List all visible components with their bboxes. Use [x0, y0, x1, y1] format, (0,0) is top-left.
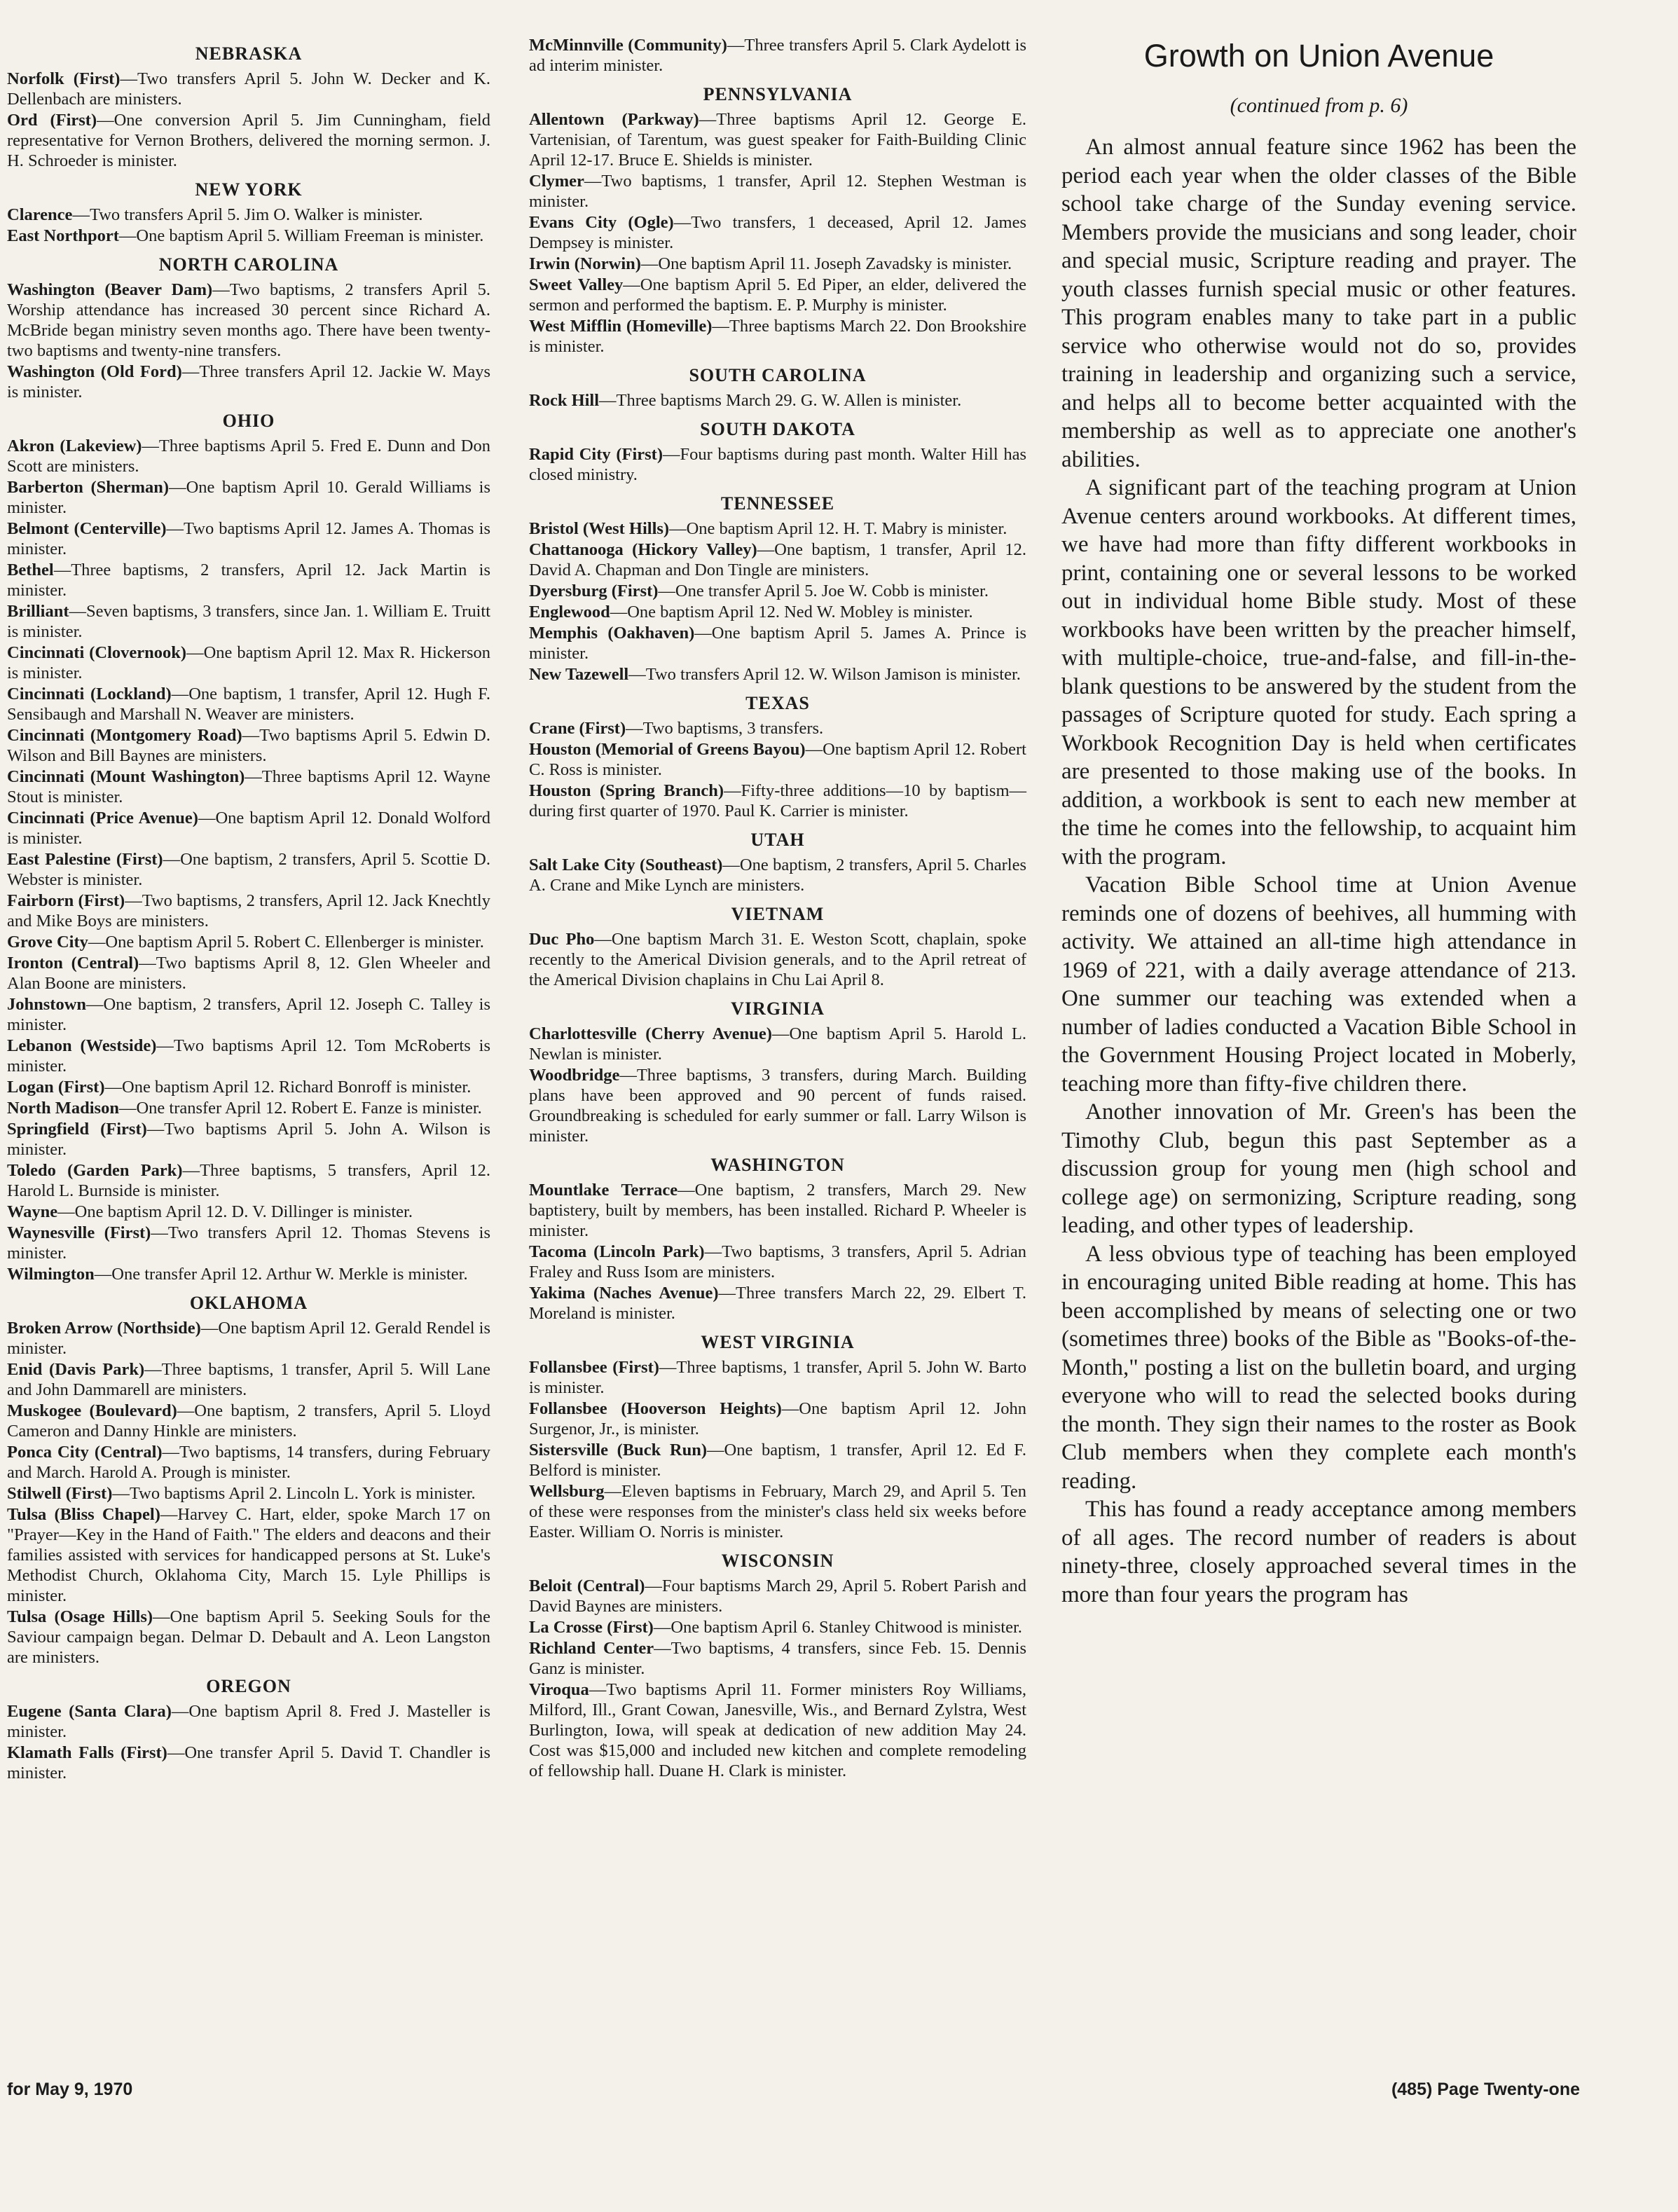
church-news-entry: [7, 69, 490, 109]
church-report: —Two transfers April 12. W. Wilson Jamison is minister.: [628, 665, 1021, 684]
church-report: —Two transfers April 12. Thomas Stevens is minister.: [7, 1223, 490, 1263]
church-report: —One baptism April 12. Donald Wolford is minister.: [7, 809, 491, 848]
church-report: —Three baptisms March 29. G. W. Allen is minister.: [599, 391, 962, 410]
church-report: —Two baptisms April 8, 12. Glen Wheeler and Alan Boone are ministers.: [7, 954, 490, 993]
church-name: Belmont (Centerville): [7, 519, 167, 538]
church-news-entry: [7, 1483, 490, 1504]
church-report: —One baptism, 1 transfer, April 12. Hugh F. Sensibaugh and Marshall N. Weaver are ministers.: [7, 685, 490, 724]
church-report: —Three baptisms April 5. Fred E. Dunn and Don Scott are ministers.: [7, 437, 490, 476]
footer-page-number: (485) Page Twenty-one: [1391, 2080, 1580, 2099]
church-news-entry: [7, 994, 490, 1035]
church-news-entry: [7, 891, 490, 931]
church-report: —Two baptisms, 3 transfers.: [626, 719, 824, 738]
church-name: Tacoma (Lincoln Park): [529, 1242, 705, 1261]
church-name: Follansbee (Hooverson Heights): [529, 1399, 782, 1418]
church-news-entry: [7, 932, 490, 952]
church-name: Rapid City (First): [529, 445, 663, 464]
church-news-entry: [529, 109, 1026, 170]
church-news-entry: [529, 1440, 1026, 1481]
church-news-entry: [7, 1359, 490, 1400]
church-name: Allentown (Parkway): [529, 110, 699, 129]
church-news-entry: [7, 205, 490, 225]
church-news-entry: [7, 1160, 490, 1201]
church-news-entry: [7, 953, 490, 994]
church-name: Englewood: [529, 603, 610, 621]
church-news-entry: [7, 1743, 490, 1783]
church-report: —Eleven baptisms in February, March 29, and April 5. Ten of these were responses from the minister's class held six weeks before Easter. William O. Norris is minister.: [529, 1482, 1026, 1541]
church-name: Clarence: [7, 205, 73, 224]
church-name: Cincinnati (Lockland): [7, 685, 172, 703]
church-news-entry: [529, 664, 1026, 685]
church-news-entry: [529, 1481, 1026, 1542]
footer-date: for May 9, 1970: [7, 2080, 133, 2099]
church-name: Sistersville (Buck Run): [529, 1441, 708, 1459]
state-heading: TEXAS: [745, 693, 810, 713]
church-report: —One baptism April 12. Max R. Hickerson is minister.: [7, 643, 491, 682]
church-name: Muskogee (Boulevard): [7, 1401, 177, 1420]
church-name: Washington (Old Ford): [7, 362, 182, 381]
church-news-entry: [529, 781, 1026, 821]
church-name: Logan (First): [7, 1078, 105, 1097]
church-name: McMinnville (Community): [529, 36, 727, 55]
church-name: Enid (Davis Park): [7, 1360, 145, 1379]
state-heading: OKLAHOMA: [189, 1293, 308, 1313]
church-news-entry: [7, 767, 490, 807]
church-name: Johnstown: [7, 995, 87, 1014]
church-news-entry: [529, 1180, 1026, 1241]
church-report: —One baptism, 2 transfers, April 12. Joseph C. Talley is minister.: [7, 995, 490, 1034]
church-news-entry: [529, 739, 1026, 780]
state-heading: WEST VIRGINIA: [701, 1332, 855, 1352]
church-news-entry: [529, 171, 1026, 212]
church-news-entry: [529, 1357, 1026, 1398]
church-report: —One baptism April 5. Ed Piper, an elder, delivered the sermon and performed the baptism. E. P. Murphy is minister.: [529, 275, 1026, 315]
church-name: Ironton (Central): [7, 954, 139, 973]
church-report: —One baptism, 2 transfers, April 5. Charles A. Crane and Mike Lynch are ministers.: [529, 856, 1027, 895]
church-news-entry: [529, 316, 1026, 357]
church-report: —One baptism April 12. D. V. Dillinger is minister.: [57, 1202, 413, 1221]
church-report: —Two transfers April 5. Jim O. Walker is minister.: [72, 205, 423, 224]
church-report: —Three baptisms, 1 transfer, April 5. Will Lane and John Dammarell are ministers.: [7, 1360, 490, 1399]
church-news-entry: [7, 518, 490, 559]
church-name: Barberton (Sherman): [7, 478, 170, 497]
church-report: —One baptism April 5. Harold L. Newlan is minister.: [529, 1024, 1026, 1064]
state-heading: WASHINGTON: [710, 1155, 845, 1175]
church-name: Tulsa (Osage Hills): [7, 1607, 153, 1626]
church-name: Cincinnati (Mount Washington): [7, 767, 245, 786]
church-name: Richland Center: [529, 1639, 654, 1658]
church-news-entry: [7, 110, 490, 171]
church-news-entry: [7, 1318, 490, 1359]
church-report: —One baptism April 12. Ned W. Mobley is minister.: [610, 603, 973, 621]
church-report: —Two baptisms April 11. Former ministers Roy Williams, Milford, Ill., Grant Cowan, Janesville, Wis., and Bernard Zylstra, West Burlington, Iowa, will speak at dedication of new addition May 24. Cost was $15,000 and included new kitchen and complete remodeling of fellowship hall. Duane H. Clark is minister.: [529, 1680, 1026, 1780]
church-name: Toledo (Garden Park): [7, 1161, 183, 1180]
church-report: —Two baptisms April 2. Lincoln L. York is minister.: [112, 1484, 476, 1503]
church-name: Crane (First): [529, 719, 626, 738]
church-news-entry: [7, 1098, 490, 1118]
church-report: —One baptism, 1 transfer, April 12. Ed F. Belford is minister.: [529, 1441, 1026, 1480]
article-paragraph: A less obvious type of teaching has been employed in encouraging united Bible reading at home. This has been accomplished by means of selecting one or two (sometimes three) books of the Bible as "Books-of-the-Month," posting a list on the bulletin board, and urging everyone who will to read the selected books during the month. They sign their names to the roster as Book Club members when they complete each month's reading.: [1061, 1241, 1576, 1494]
church-name: Dyersburg (First): [529, 582, 659, 600]
church-news-entry: [7, 280, 490, 361]
church-report: —Two transfers, 1 deceased, April 12. James Dempsey is minister.: [529, 213, 1027, 252]
church-news-entry: [529, 1576, 1026, 1616]
church-news-entry: [529, 1242, 1026, 1282]
church-name: Tulsa (Bliss Chapel): [7, 1505, 160, 1524]
church-name: Houston (Spring Branch): [529, 781, 724, 800]
church-news-entry: [529, 212, 1026, 253]
church-report: —Three baptisms, 1 transfer, April 5. John W. Barto is minister.: [529, 1358, 1026, 1397]
church-news-entry: [529, 390, 1026, 411]
church-news-entry: [529, 444, 1026, 485]
church-news-entry: [7, 725, 490, 766]
church-name: Beloit (Central): [529, 1576, 645, 1595]
church-report: —One baptism April 5. William Freeman is minister.: [118, 226, 484, 245]
church-name: Bristol (West Hills): [529, 519, 670, 538]
article-paragraph: Vacation Bible School time at Union Avenue reminds one of dozens of beehives, all humming with activity. We attained an all-time high attendance in 1969 of 221, with a daily average attendance of 213. One summer our teaching was extended when a number of ladies conducted a Vacation Bible School in the Government Housing Project located in Moberly, teaching more than fifty-five children there.: [1061, 872, 1576, 1097]
church-news-entry: [7, 1504, 490, 1606]
church-report: —One baptism April 12. H. T. Mabry is minister.: [669, 519, 1008, 538]
church-report: —One baptism April 12. John Surgenor, Jr., is minister.: [529, 1399, 1026, 1438]
church-report: —Two baptisms April 12. Tom McRoberts is minister.: [7, 1036, 491, 1076]
church-report: —One transfer April 12. Arthur W. Merkle is minister.: [94, 1265, 468, 1284]
church-name: Washington (Beaver Dam): [7, 280, 213, 299]
church-name: Salt Lake City (Southeast): [529, 856, 723, 874]
church-news-entry: [7, 1202, 490, 1222]
church-news-entry: [529, 718, 1026, 739]
church-name: Clymer: [529, 172, 584, 191]
church-report: —Three baptisms, 2 transfers, April 12. Jack Martin is minister.: [7, 561, 490, 600]
church-report: —One baptism April 8. Fred J. Masteller is minister.: [7, 1702, 490, 1741]
church-name: Lebanon (Westside): [7, 1036, 157, 1055]
church-name: Wellsburg: [529, 1482, 605, 1501]
church-report: —Fifty-three additions—10 by baptism—during first quarter of 1970. Paul K. Carrier is minister.: [529, 781, 1026, 820]
church-news-entry: [529, 581, 1026, 601]
church-name: Eugene (Santa Clara): [7, 1702, 172, 1721]
church-name: Cincinnati (Price Avenue): [7, 809, 198, 827]
church-report: —Three transfers April 12. Jackie W. Mays is minister.: [7, 362, 490, 401]
church-name: West Mifflin (Homeville): [529, 317, 713, 336]
church-name: Mountlake Terrace: [529, 1181, 678, 1200]
church-name: Norfolk (First): [7, 69, 121, 88]
church-news-entry: [7, 1036, 490, 1076]
church-name: Stilwell (First): [7, 1484, 113, 1503]
church-report: —Two baptisms, 1 transfer, April 12. Stephen Westman is minister.: [529, 172, 1026, 211]
church-name: La Crosse (First): [529, 1618, 654, 1637]
church-name: Fairborn (First): [7, 891, 125, 910]
church-name: Follansbee (First): [529, 1358, 659, 1377]
church-name: New Tazewell: [529, 665, 629, 684]
church-name: North Madison: [7, 1099, 119, 1118]
church-name: Springfield (First): [7, 1120, 147, 1139]
state-heading: OHIO: [222, 411, 275, 431]
church-report: —One conversion April 5. Jim Cunningham, field representative for Vernon Brothers, delivered the morning sermon. J. H. Schroeder is minister.: [7, 111, 490, 170]
church-news-entry: [7, 362, 490, 402]
church-news-entry: [7, 1607, 490, 1668]
state-heading: PENNSYLVANIA: [703, 84, 853, 104]
church-name: Evans City (Ogle): [529, 213, 674, 232]
church-report: —One baptism, 2 transfers, April 5. Scottie D. Webster is minister.: [7, 850, 490, 889]
church-name: Duc Pho: [529, 930, 595, 949]
church-name: Yakima (Naches Avenue): [529, 1284, 719, 1303]
church-news-entry: [529, 855, 1026, 895]
church-news-entry: [529, 35, 1026, 76]
church-news-entry: [7, 1701, 490, 1742]
church-news-entry: [529, 929, 1026, 990]
church-news-entry: [7, 226, 490, 246]
church-report: —Two baptisms, 2 transfers, April 12. Jack Knechtly and Mike Boys are ministers.: [7, 891, 490, 930]
church-report: —Two baptisms, 2 transfers April 5. Worship attendance has increased 30 percent since Richard A. McBride began ministry seven months ago. There have been twenty-two baptisms and twenty-nine transfers.: [7, 280, 490, 360]
church-news-entry: [7, 849, 490, 890]
church-news-entry: [7, 436, 490, 476]
church-report: —Three baptisms, 5 transfers, April 12. Harold L. Burnside is minister.: [7, 1161, 490, 1200]
church-report: —One baptism April 6. Stanley Chitwood is minister.: [653, 1618, 1022, 1637]
church-report: —Three baptisms, 3 transfers, during March. Building plans have been approved and 90 percent of funds raised. Groundbreaking is scheduled for early summer or fall. Larry Wilson is minister.: [529, 1066, 1026, 1146]
church-news-entry: [529, 1638, 1026, 1679]
church-news-entry: [529, 1679, 1026, 1781]
church-report: —One baptism April 5. Seeking Souls for the Saviour campaign began. Delmar D. Debault and A. Leon Langston are ministers.: [7, 1607, 490, 1667]
church-report: —Two baptisms April 5. John A. Wilson is minister.: [7, 1120, 490, 1159]
continued-note: (continued from p. 6): [1230, 94, 1408, 117]
church-news-entry: [529, 1617, 1026, 1637]
church-name: Rock Hill: [529, 391, 600, 410]
church-name: Memphis (Oakhaven): [529, 624, 695, 643]
church-report: —Three baptisms April 12. Wayne Stout is minister.: [7, 767, 490, 806]
church-report: —One baptism, 2 transfers, April 5. Lloyd Cameron and Danny Hinkle are ministers.: [7, 1401, 490, 1441]
church-news-entry: [7, 1223, 490, 1263]
state-heading: OREGON: [206, 1676, 291, 1696]
church-news-entry: [7, 1264, 490, 1284]
church-name: Klamath Falls (First): [7, 1743, 167, 1762]
church-news-entry: [529, 623, 1026, 664]
church-news-entry: [529, 254, 1026, 274]
church-news-entry: [7, 643, 490, 683]
state-heading: TENNESSEE: [720, 493, 835, 514]
church-report: —Two baptisms April 5. Edwin D. Wilson and Bill Baynes are ministers.: [7, 726, 490, 765]
church-name: Cincinnati (Montgomery Road): [7, 726, 242, 745]
church-news-entry: [7, 1077, 490, 1097]
church-news-entry: [7, 1401, 490, 1441]
church-news-entry: [529, 540, 1026, 580]
church-report: —One baptism, 2 transfers, March 29. New baptistery, built by members, has been installed. Richard P. Wheeler is minister.: [529, 1181, 1026, 1240]
church-name: Wilmington: [7, 1265, 95, 1284]
news-column-1: [7, 35, 490, 1784]
church-report: —Two baptisms April 12. James A. Thomas is minister.: [7, 519, 490, 558]
church-news-entry: [7, 808, 490, 849]
news-column-2: [529, 35, 1026, 1782]
church-report: —One baptism April 10. Gerald Williams is minister.: [7, 478, 491, 517]
church-news-entry: [7, 560, 490, 600]
article-paragraph: An almost annual feature since 1962 has been the period each year when the older classes of the Bible school take charge of the Sunday evening service. Members provide the musicians and song leader, choir and special music, Scripture reading and prayer. The youth classes furnish special music or other features. This program enables many to take part in a public service who otherwise would not do so, provides training in leadership and organizing such a service, and helps all to become better acquainted with the membership as well as to appreciate one another's abilities.: [1061, 135, 1576, 472]
church-report: —Three baptisms April 12. George E. Vartenisian, of Tarentum, was guest speaker for Faith-Building Clinic April 12-17. Bruce E. Shields is minister.: [529, 110, 1026, 170]
article-paragraph: Another innovation of Mr. Green's has been the Timothy Club, begun this past September as a discussion group for young men (high school and college age) on sermonizing, Scripture reading, song leading, and other types of leadership.: [1061, 1099, 1576, 1238]
church-report: —One baptism April 5. Robert C. Ellenberger is minister.: [88, 933, 484, 952]
article-paragraph: A significant part of the teaching program at Union Avenue centers around workbooks. At different times, we have had more than fifty different workbooks in print, containing one or several lessons to be worked out in individual home Bible study. Most of these workbooks have been written by the preacher himself, with multiple-choice, true-and-false, and fill-in-the-blank questions to be answered by the student from the passages of Scripture quoted for study. Each spring a Workbook Recognition Day is held when certificates are presented to those making use of the books. In addition, a workbook is sent to each new member at the time he comes into the fellowship, to acquaint him with the program.: [1061, 475, 1576, 870]
church-report: —One baptism April 11. Joseph Zavadsky is minister.: [640, 254, 1012, 273]
church-news-entry: [7, 1119, 490, 1160]
church-name: Wayne: [7, 1202, 58, 1221]
church-news-entry: [529, 1283, 1026, 1324]
church-news-entry: [7, 477, 490, 518]
church-name: Grove City: [7, 933, 88, 952]
state-heading: UTAH: [750, 830, 805, 850]
church-name: Waynesville (First): [7, 1223, 151, 1242]
church-name: Woodbridge: [529, 1066, 620, 1085]
church-report: —Three transfers April 5. Clark Aydelott is ad interim minister.: [529, 36, 1026, 75]
church-name: Ord (First): [7, 111, 97, 130]
article-column: [1061, 35, 1576, 1609]
church-name: Chattanooga (Hickory Valley): [529, 540, 757, 559]
church-report: —One baptism April 5. James A. Prince is minister.: [529, 624, 1026, 663]
state-heading: WISCONSIN: [721, 1551, 834, 1571]
church-news-entry: [529, 602, 1026, 622]
church-news-entry: [529, 1024, 1026, 1064]
church-name: Cincinnati (Clovernook): [7, 643, 187, 662]
church-report: —Two transfers April 5. John W. Decker and K. Dellenbach are ministers.: [7, 69, 490, 109]
church-name: Irwin (Norwin): [529, 254, 641, 273]
church-report: —One baptism April 12. Robert C. Ross is minister.: [529, 740, 1026, 779]
church-news-entry: [7, 1442, 490, 1483]
church-name: Viroqua: [529, 1680, 589, 1699]
article-title: Growth on Union Avenue: [1143, 38, 1494, 74]
church-report: —Four baptisms during past month. Walter Hill has closed ministry.: [529, 445, 1026, 484]
church-news-entry: [529, 275, 1026, 315]
church-name: Broken Arrow (Northside): [7, 1319, 201, 1338]
church-report: —Seven baptisms, 3 transfers, since Jan. 1. William E. Truitt is minister.: [7, 602, 490, 641]
church-report: —One transfer April 5. Joe W. Cobb is minister.: [658, 582, 989, 600]
church-report: —One baptism April 12. Richard Bonroff is minister.: [104, 1078, 472, 1097]
church-report: —One baptism, 1 transfer, April 12. David A. Chapman and Don Tingle are ministers.: [529, 540, 1026, 579]
church-name: East Palestine (First): [7, 850, 163, 869]
church-news-entry: [7, 684, 490, 724]
church-report: —Two baptisms, 14 transfers, during February and March. Harold A. Prough is minister.: [7, 1443, 490, 1482]
church-name: Houston (Memorial of Greens Bayou): [529, 740, 806, 759]
state-heading: NEW YORK: [195, 179, 303, 200]
church-news-entry: [529, 1065, 1026, 1146]
church-report: —Three transfers March 22, 29. Elbert T. Moreland is minister.: [529, 1284, 1026, 1323]
state-heading: SOUTH DAKOTA: [700, 419, 855, 439]
state-heading: VIRGINIA: [731, 998, 825, 1019]
church-news-entry: [529, 518, 1026, 539]
church-name: Ponca City (Central): [7, 1443, 163, 1462]
church-report: —Two baptisms, 4 transfers, since Feb. 15. Dennis Ganz is minister.: [529, 1639, 1026, 1678]
church-report: —One baptism March 31. E. Weston Scott, chaplain, spoke recently to the Americal Division generals, and to the April retreat of the Americal Division chaplains in Chu Lai April 8.: [529, 930, 1026, 989]
state-heading: SOUTH CAROLINA: [689, 365, 867, 385]
church-report: —Three baptisms March 22. Don Brookshire is minister.: [529, 317, 1027, 356]
church-name: Brilliant: [7, 602, 69, 621]
state-heading: NEBRASKA: [195, 43, 303, 64]
church-news-entry: [529, 1399, 1026, 1439]
church-name: Sweet Valley: [529, 275, 624, 294]
church-report: —One transfer April 5. David T. Chandler is minister.: [7, 1743, 490, 1782]
church-report: —Harvey C. Hart, elder, spoke March 17 on "Prayer—Key in the Hand of Faith." The elders and deacons and their families assisted with services for handicapped persons at St. Luke's Methodist Church, Oklahoma City, March 15. Lyle Phillips is minister.: [7, 1505, 490, 1605]
church-name: East Northport: [7, 226, 119, 245]
church-name: Charlottesville (Cherry Avenue): [529, 1024, 772, 1043]
church-report: —One transfer April 12. Robert E. Fanze is minister.: [118, 1099, 482, 1118]
state-heading: VIETNAM: [731, 904, 825, 924]
church-name: Bethel: [7, 561, 54, 579]
church-report: —Four baptisms March 29, April 5. Robert Parish and David Baynes are ministers.: [529, 1576, 1026, 1616]
state-heading: NORTH CAROLINA: [158, 254, 339, 275]
article-paragraph: This has found a ready acceptance among members of all ages. The record number of readers is about ninety-three, closely approached several times in the more than four years the program has: [1061, 1497, 1576, 1607]
church-report: —Two baptisms, 3 transfers, April 5. Adrian Fraley and Russ Isom are ministers.: [529, 1242, 1026, 1282]
church-news-entry: [7, 601, 490, 642]
church-name: Akron (Lakeview): [7, 437, 142, 455]
church-report: —One baptism April 12. Gerald Rendel is minister.: [7, 1319, 491, 1358]
